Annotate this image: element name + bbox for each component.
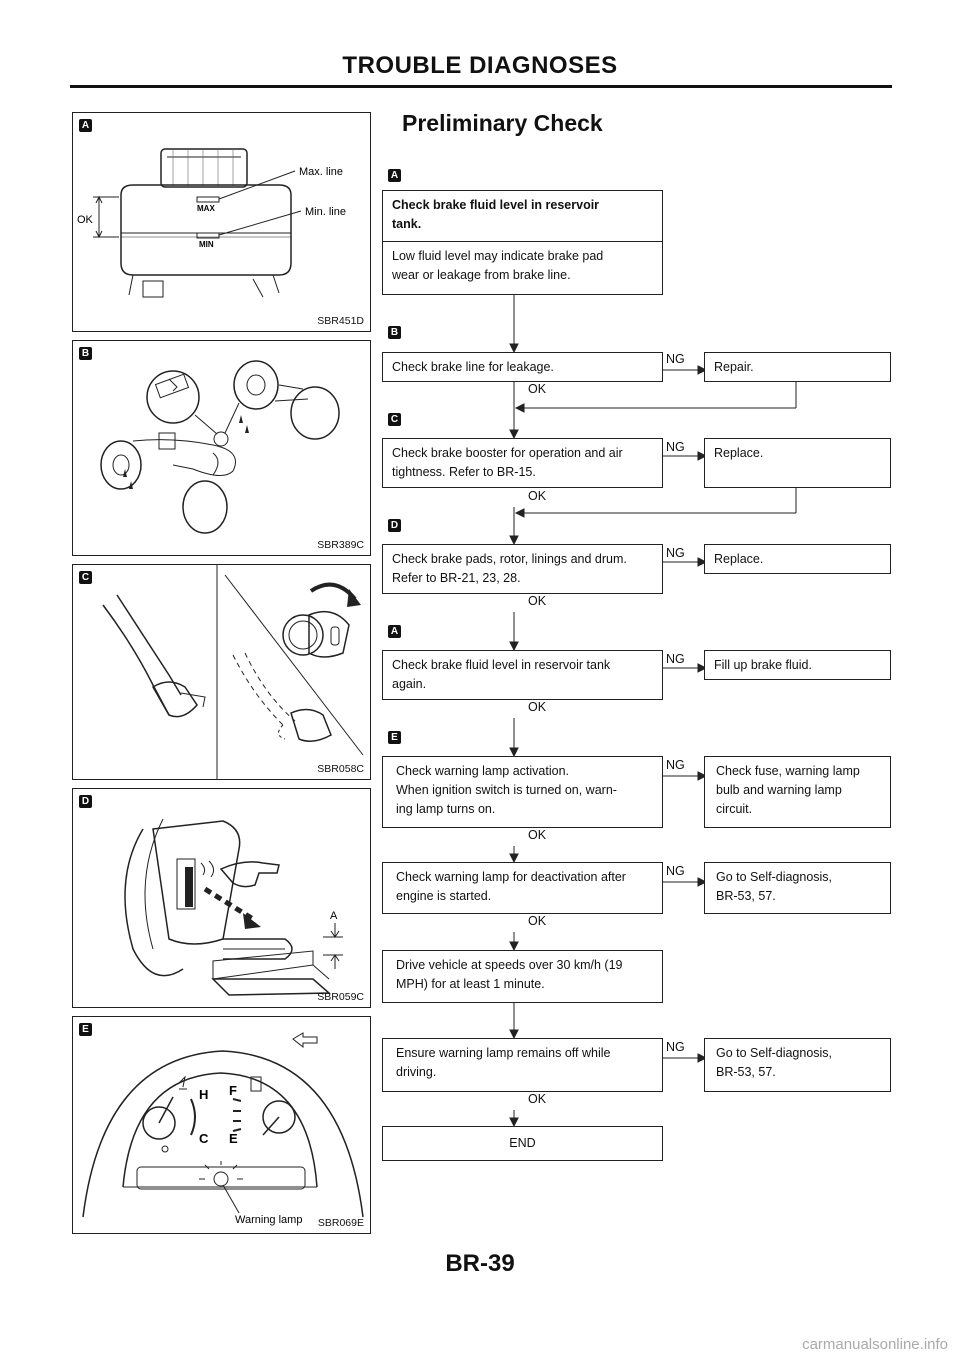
section-title: Preliminary Check (402, 110, 603, 136)
ng-label: NG (666, 546, 685, 560)
step-ensure-lamp-off: Ensure warning lamp remains off while driving. (382, 1038, 663, 1092)
step-check-brake-line: Check brake line for leakage. (382, 352, 663, 382)
figure-tag: D (79, 795, 92, 808)
step-check-fluid-level-note: Low fluid level may indicate brake pad wear or leakage from brake line. (382, 241, 663, 295)
figure-code: SBR058C (317, 763, 364, 775)
step-tag: C (388, 413, 401, 426)
dimension-a-label: A (330, 910, 338, 922)
figure-code: SBR389C (317, 539, 364, 551)
step-tag: B (388, 326, 401, 339)
warning-lamp-label: Warning lamp (235, 1214, 303, 1226)
ng-label: NG (666, 652, 685, 666)
page-number: BR-39 (445, 1250, 515, 1277)
gauge-f-label: F (229, 1083, 237, 1098)
step-tag: E (388, 731, 401, 744)
figure-tag: B (79, 347, 92, 360)
step-check-fluid-level: Check brake fluid level in reservoir tank. (382, 190, 663, 242)
ng-label: NG (666, 1040, 685, 1054)
ng-label: NG (666, 352, 685, 366)
gauge-h-label: H (199, 1087, 209, 1102)
figure-code: SBR451D (317, 315, 364, 327)
ok-label: OK (528, 700, 547, 714)
watermark: carmanualsonline.info (802, 1336, 948, 1353)
ok-label: OK (77, 214, 93, 226)
max-line-label: Max. line (299, 166, 344, 178)
step-check-brake-booster: Check brake booster for operation and air tightness. Refer to BR-15. (382, 438, 663, 488)
ok-label: OK (528, 914, 547, 928)
step-check-lamp-deactivation: Check warning lamp for deactivation after engine is started. (382, 862, 663, 914)
step-tag: A (388, 169, 401, 182)
figure-tag: C (79, 571, 92, 584)
step-check-brake-pads: Check brake pads, rotor, linings and drum. Refer to BR-21, 23, 28. (382, 544, 663, 594)
action-self-diagnosis-2: Go to Self-diagnosis, BR-53, 57. (704, 1038, 891, 1092)
step-check-fluid-again: Check brake fluid level in reservoir tank again. (382, 650, 663, 700)
step-tag: D (388, 519, 401, 532)
ng-label: NG (666, 864, 685, 878)
step-tag: A (388, 625, 401, 638)
ok-label: OK (528, 828, 547, 842)
step-check-lamp-activation: Check warning lamp activation. When ignition switch is turned on, warn- ing lamp turns on. (382, 756, 663, 828)
action-check-fuse: Check fuse, warning lamp bulb and warning lamp circuit. (704, 756, 891, 828)
figure-code: SBR069E (317, 1217, 364, 1229)
action-repair: Repair. (704, 352, 891, 382)
page-header-title: TROUBLE DIAGNOSES (342, 52, 618, 79)
gauge-c-label: C (199, 1131, 209, 1146)
action-self-diagnosis: Go to Self-diagnosis, BR-53, 57. (704, 862, 891, 914)
figure-tag: A (79, 119, 92, 132)
action-fill-fluid: Fill up brake fluid. (704, 650, 891, 680)
action-replace-booster: Replace. (704, 438, 891, 488)
ng-label: NG (666, 440, 685, 454)
figure-tag: E (79, 1023, 92, 1036)
action-replace-pads: Replace. (704, 544, 891, 574)
figure-code: SBR059C (317, 991, 364, 1003)
ng-label: NG (666, 758, 685, 772)
max-mark: MAX (197, 204, 215, 213)
min-mark: MIN (199, 240, 214, 249)
gauge-e-label: E (229, 1131, 238, 1146)
step-drive-vehicle: Drive vehicle at speeds over 30 km/h (19 MPH) for at least 1 minute. (382, 950, 663, 1003)
ok-label: OK (528, 489, 547, 503)
min-line-label: Min. line (305, 206, 346, 218)
ok-label: OK (528, 594, 547, 608)
flow-end: END (382, 1126, 663, 1161)
ok-label: OK (528, 382, 547, 396)
ok-label: OK (528, 1092, 547, 1106)
